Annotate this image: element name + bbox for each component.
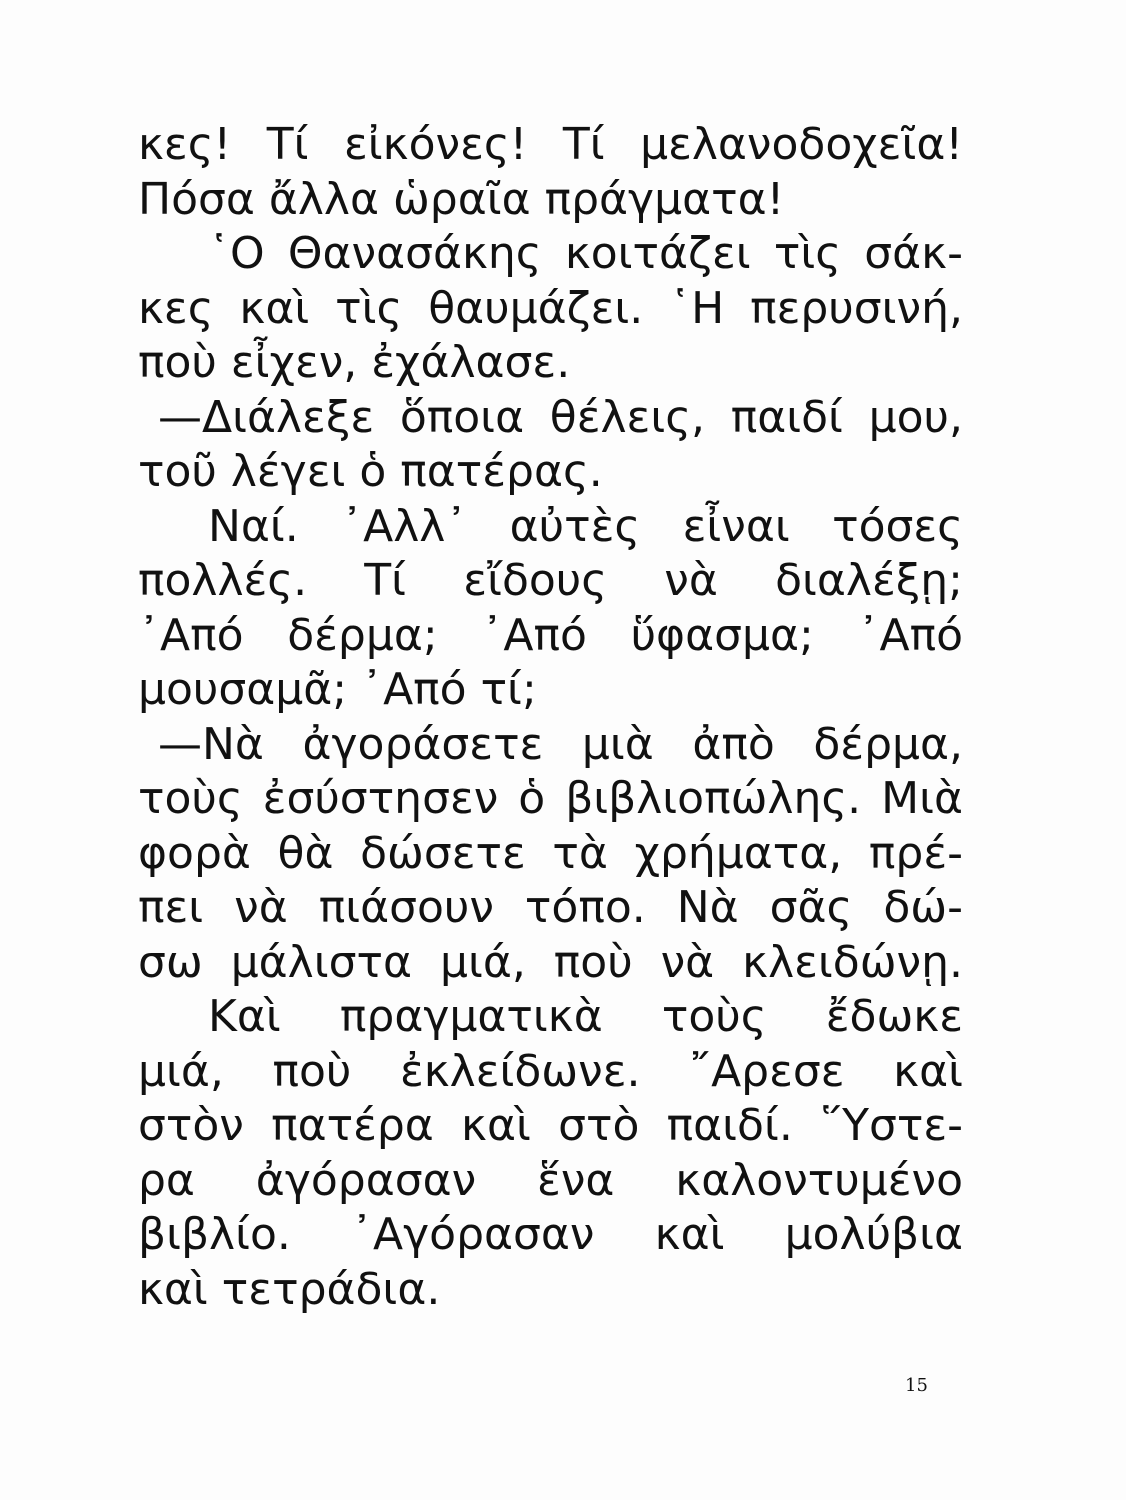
text-line: σω μάλιστα μιά, ποὺ νὰ κλειδώνῃ. bbox=[138, 936, 963, 988]
text-line: καὶ τετράδια. bbox=[138, 1263, 441, 1315]
text-line: Ναί. ᾿Αλλ᾿ αὐτὲς εἶναι τόσες bbox=[208, 500, 963, 552]
text-line: βιβλίο. ᾿Αγόρασαν καὶ μολύβια bbox=[138, 1209, 963, 1260]
text-line: φορὰ θὰ δώσετε τὰ χρήματα, πρέ- bbox=[138, 827, 963, 879]
text-line: τοῦ λέγει ὁ πατέρας. bbox=[138, 446, 603, 497]
text-line: ᾿Από δέρμα; ᾿Από ὕφασμα; ᾿Από bbox=[138, 609, 963, 661]
text-line: Καὶ πραγματικὰ τοὺς ἔδωκε bbox=[208, 991, 963, 1042]
text-line: κες καὶ τὶς θαυμάζει. ῾Η περυσινή, bbox=[138, 282, 963, 334]
page-number: 15 bbox=[905, 1375, 928, 1396]
body-text bbox=[138, 118, 963, 1317]
text-line: —Διάλεξε ὅποια θέλεις, παιδί μου, bbox=[158, 391, 963, 443]
text-line: μουσαμᾶ; ᾿Από τί; bbox=[138, 664, 537, 715]
text-line: πολλές. Τί εἴδους νὰ διαλέξῃ; bbox=[138, 555, 963, 606]
text-line: κες! Τί εἰκόνες! Τί μελανοδοχεῖα! bbox=[138, 119, 963, 170]
text-line: ῾Ο Θανασάκης κοιτάζει τὶς σάκ- bbox=[208, 228, 963, 279]
text-line: πει νὰ πιάσουν τόπο. Νὰ σᾶς δώ- bbox=[138, 882, 963, 933]
text-line: στὸν πατέρα καὶ στὸ παιδί. ῞Υστε- bbox=[138, 1100, 963, 1151]
text-line: Πόσα ἄλλα ὡραῖα πράγματα! bbox=[138, 173, 785, 225]
text-line: τοὺς ἐσύστησεν ὁ βιβλιοπώλης. Μιὰ bbox=[138, 773, 963, 824]
text-line: ρα ἀγόρασαν ἕνα καλοντυμένο bbox=[138, 1154, 963, 1206]
text-line: μιά, ποὺ ἐκλείδωνε. ῎Αρεσε καὶ bbox=[138, 1045, 963, 1097]
text-line: —Νὰ ἀγοράσετε μιὰ ἀπὸ δέρμα, bbox=[158, 718, 963, 770]
text-line: ποὺ εἶχεν, ἐχάλασε. bbox=[138, 337, 571, 388]
